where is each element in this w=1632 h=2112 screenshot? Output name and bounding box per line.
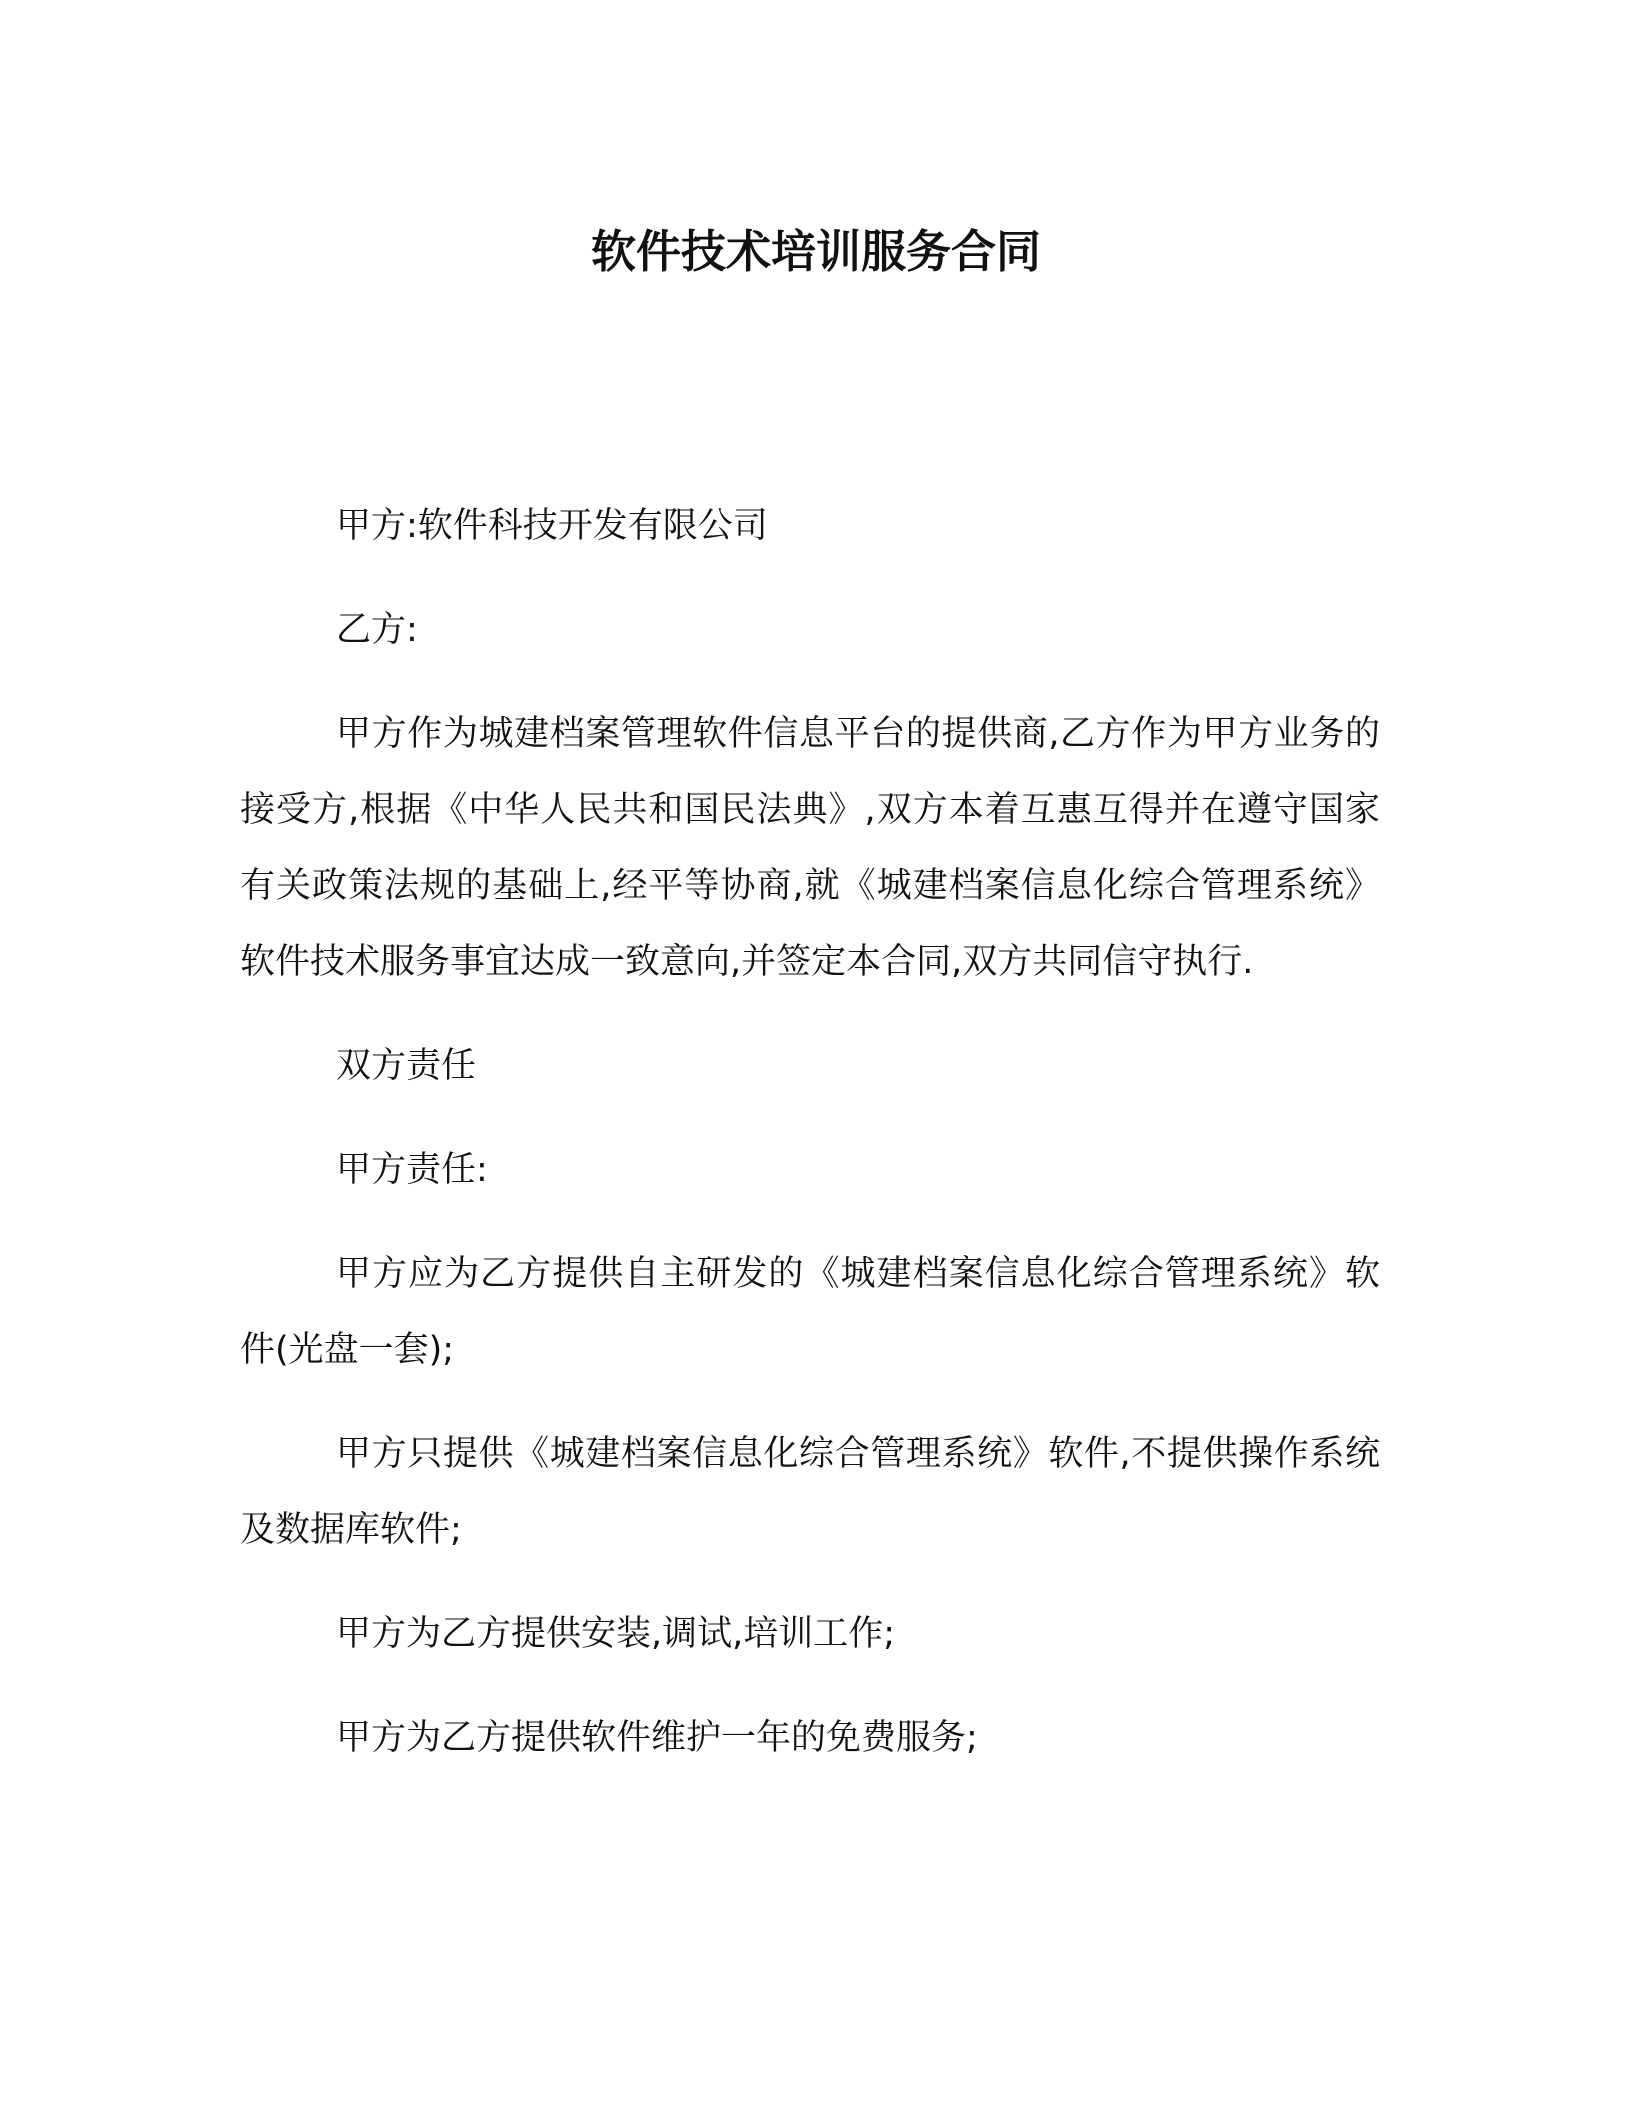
party-b-line: 乙方: <box>336 610 418 650</box>
clause-software-delivery: 甲方应为乙方提供自主研发的《城建档案信息化综合管理系统》软件(光盘一套); <box>240 1254 1380 1370</box>
clause-software-scope: 甲方只提供《城建档案信息化综合管理系统》软件,不提供操作系统及数据库软件; <box>240 1434 1380 1550</box>
clause-free-maintenance: 甲方为乙方提供软件维护一年的免费服务; <box>336 1718 978 1758</box>
party-a-line: 甲方:软件科技开发有限公司 <box>336 506 768 546</box>
document-body <box>240 488 1380 1804</box>
subsection-heading-party-a: 甲方责任: <box>336 1150 488 1190</box>
clause-installation-training: 甲方为乙方提供安装,调试,培训工作; <box>336 1614 896 1654</box>
document-title: 软件技术培训服务合同 <box>590 225 1041 278</box>
preamble-paragraph: 甲方作为城建档案管理软件信息平台的提供商,乙方作为甲方业务的接受方,根据《中华人民共和国民法典》,双方本着互惠互得并在遵守国家有关政策法规的基础上,经平等协商,就《城建档案信息化综合管理系统》软件技术服务事宜达成一致意向,并签定本合同,双方共同信守执行. <box>240 714 1380 982</box>
section-heading-responsibilities: 双方责任 <box>336 1046 477 1086</box>
